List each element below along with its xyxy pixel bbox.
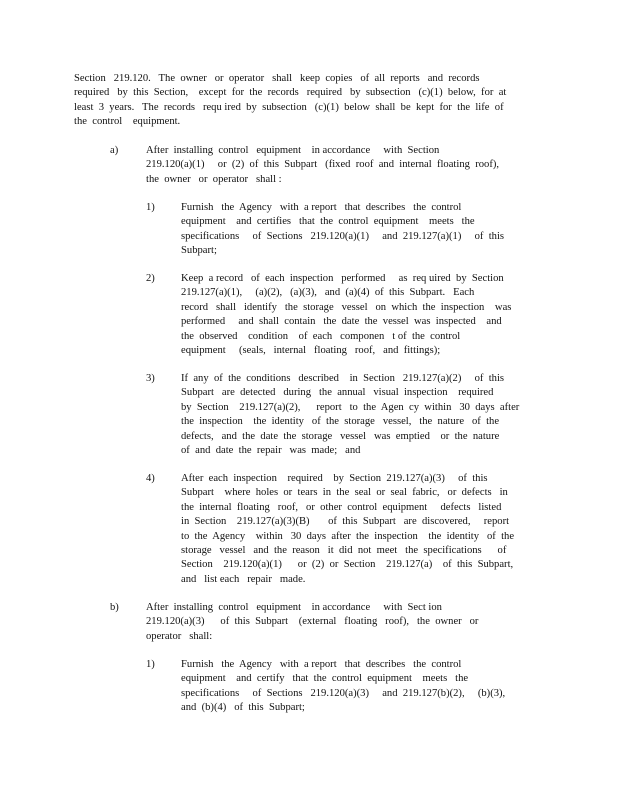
item-a-4-label: 4) — [146, 473, 155, 484]
item-a-3-text: If any of the conditions described in Section 219.127(a)(2) of this Subpart are detected during the annual visual inspection required by Section 219.127(a)(2), report to the Agen cy within 30 days after the inspection the identity of the storage vessel, the nature of the defects, and the date the storage vessel was emptied or the nature of and date the repair was made; and — [181, 373, 520, 457]
item-b-1-text: Furnish the Agency with a report that describes the control equipment and certify that the control equipment meets the specifications of Sections 219.120(a)(3) and 219.127(b)(2), (b)(3), and (b)(4) of this Subpart; — [181, 659, 506, 714]
item-a-1-label: 1) — [146, 202, 155, 213]
item-a-2-text: Keep a record of each inspection performed as req uired by Section 219.127(a)(1), (a)(2), (a)(3), and (a)(4) of this Subpart. Each record shall identify the storage vessel on which the inspection was performed and shall contain the date the vessel was inspected and the observed condition of each componen t of the control equipment (seals, internal floating roof, and fittings); — [181, 273, 512, 357]
item-b-1-label: 1) — [146, 659, 155, 670]
item-a-1-text: Furnish the Agency with a report that describes the control equipment and certifies that the control equipment meets the specifications of Sections 219.120(a)(1) and 219.127(a)(1) of this Subpart; — [181, 202, 505, 257]
item-b-text: After installing control equipment in accordance with Sect ion 219.120(a)(3) of this Subpart (external floating roof), the owner or operator shall: — [146, 602, 479, 642]
item-b-label: b) — [110, 602, 119, 613]
item-a-text: After installing control equipment in accordance with Section 219.120(a)(1) or (2) of this Subpart (fixed roof and internal floating roof), the owner or operator shall : — [146, 145, 500, 185]
item-a-label: a) — [110, 145, 119, 156]
section-intro-paragraph: Section 219.120. The owner or operator shall keep copies of all reports and records required by this Section, except for the records required by subsection (c)(1) below, for at least 3 years. The records requ ired by subsection (c)(1) below shall be kept for the life of the control equipment. — [74, 73, 507, 128]
item-a-2-label: 2) — [146, 273, 155, 284]
item-a-4-text: After each inspection required by Section 219.127(a)(3) of this Subpart where holes or tears in the seal or seal fabric, or defects in the internal floating roof, or other control equipment defects listed in Section 219.127(a)(3)(B) of this Subpart are discovered, report to the Agency within 30 days after the inspection the identity of the storage vessel and the reason it did not meet the specifications of Section 219.120(a)(1) or (2) or Section 219.127(a) of this Subpart, and list each repair made. — [181, 473, 515, 585]
item-a-3-label: 3) — [146, 373, 155, 384]
